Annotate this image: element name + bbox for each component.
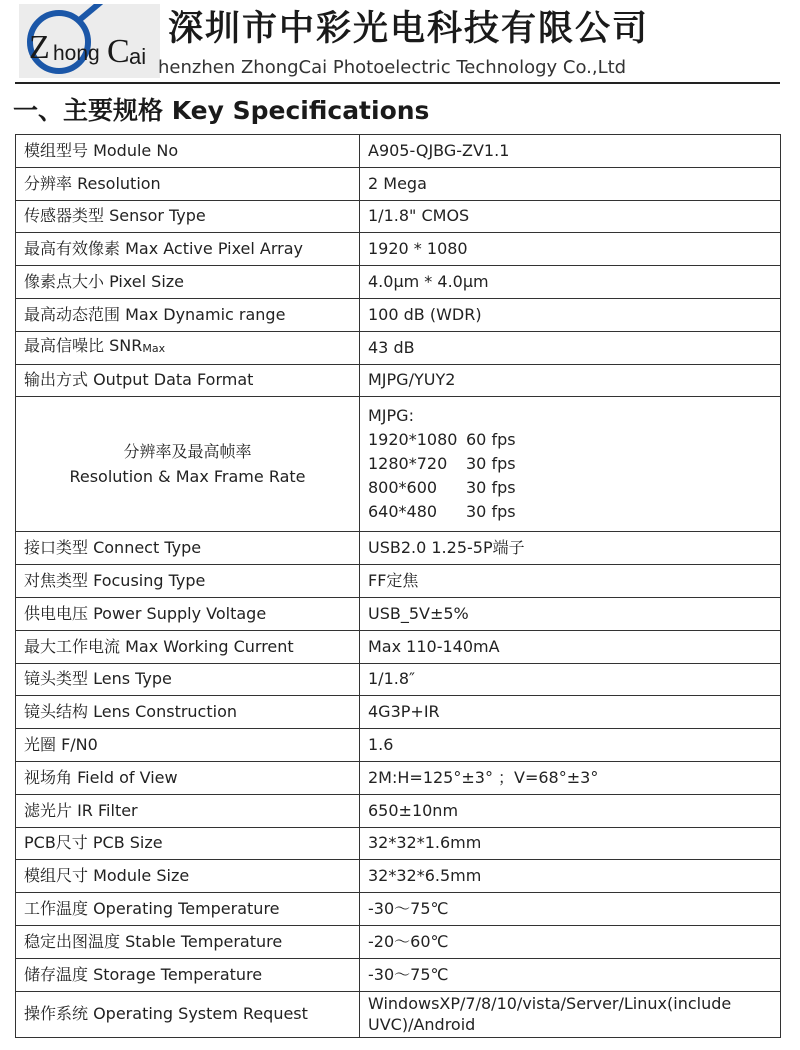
spec-value: -30～75℃ xyxy=(360,958,781,991)
spec-label: 传感器类型 Sensor Type xyxy=(16,200,360,233)
frame-rate-resolution: 1920*1080 xyxy=(368,430,458,450)
frame-rate-format: MJPG: xyxy=(368,406,414,426)
spec-label: 输出方式 Output Data Format xyxy=(16,364,360,397)
spec-value: 2M:H=125°±3° ；V=68°±3° xyxy=(360,761,781,794)
svg-text:ai: ai xyxy=(129,44,147,69)
frame-rate-label-en: Resolution & Max Frame Rate xyxy=(69,467,306,487)
company-name-en: henzhen ZhongCai Photoelectric Technology Co.,Ltd xyxy=(158,57,627,78)
spec-value: 32*32*1.6mm xyxy=(360,827,781,860)
frame-rate-resolution: 640*480 xyxy=(368,502,438,522)
spec-value: 1/1.8" CMOS xyxy=(360,200,781,233)
spec-value: MJPG/YUY2 xyxy=(360,364,781,397)
spec-label: 供电电压 Power Supply Voltage xyxy=(16,597,360,630)
spec-label: 滤光片 IR Filter xyxy=(16,794,360,827)
spec-value: 4G3P+IR xyxy=(360,696,781,729)
frame-rate-list xyxy=(360,397,781,532)
frame-rate-item xyxy=(368,476,772,500)
header-divider xyxy=(15,82,780,84)
table-row xyxy=(16,331,781,364)
spec-label: 分辨率 Resolution xyxy=(16,167,360,200)
table-row xyxy=(16,565,781,598)
spec-value: Max 110-140mA xyxy=(360,630,781,663)
table-row xyxy=(16,827,781,860)
spec-label: 最高有效像素 Max Active Pixel Array xyxy=(16,233,360,266)
spec-label: 视场角 Field of View xyxy=(16,761,360,794)
spec-value: FF定焦 xyxy=(360,565,781,598)
company-logo xyxy=(19,4,160,78)
spec-label: 镜头类型 Lens Type xyxy=(16,663,360,696)
spec-label: 稳定出图温度 Stable Temperature xyxy=(16,925,360,958)
spec-value: A905-QJBG-ZV1.1 xyxy=(360,135,781,168)
table-row xyxy=(16,729,781,762)
table-row xyxy=(16,925,781,958)
spec-label-subscript: Max xyxy=(142,342,166,356)
spec-label: 镜头结构 Lens Construction xyxy=(16,696,360,729)
spec-label: 操作系统 Operating System Request xyxy=(16,991,360,1037)
spec-label: 最大工作电流 Max Working Current xyxy=(16,630,360,663)
svg-text:hong: hong xyxy=(53,42,100,65)
svg-text:Z: Z xyxy=(29,29,50,66)
frame-rate-fps: 30 fps xyxy=(466,454,516,474)
table-row xyxy=(16,167,781,200)
spec-label: 模组尺寸 Module Size xyxy=(16,860,360,893)
spec-value: 32*32*6.5mm xyxy=(360,860,781,893)
spec-value: 4.0μm * 4.0μm xyxy=(360,266,781,299)
table-row xyxy=(16,958,781,991)
table-row xyxy=(16,761,781,794)
table-row xyxy=(16,266,781,299)
frame-rate-label-cn: 分辨率及最高帧率 xyxy=(123,442,252,462)
frame-rate-item xyxy=(368,428,772,452)
frame-rate-item xyxy=(368,500,772,524)
company-name-cn: 深圳市中彩光电科技有限公司 xyxy=(168,9,650,49)
spec-label: 接口类型 Connect Type xyxy=(16,532,360,565)
spec-label: 储存温度 Storage Temperature xyxy=(16,958,360,991)
spec-label: 对焦类型 Focusing Type xyxy=(16,565,360,598)
spec-value: 1/1.8″ xyxy=(360,663,781,696)
spec-value: 43 dB xyxy=(360,331,781,364)
frame-rate-resolution: 1280*720 xyxy=(368,454,448,474)
frame-rate-fps: 60 fps xyxy=(466,430,516,450)
section-title: 一、主要规格 Key Specifications xyxy=(13,96,430,125)
table-row xyxy=(16,794,781,827)
table-row xyxy=(16,135,781,168)
frame-rate-item xyxy=(368,452,772,476)
spec-value: 1.6 xyxy=(360,729,781,762)
table-row xyxy=(16,298,781,331)
spec-label: 最高动态范围 Max Dynamic range xyxy=(16,298,360,331)
spec-value: -30～75℃ xyxy=(360,893,781,926)
spec-value: WindowsXP/7/8/10/vista/Server/Linux(include UVC)/Android xyxy=(360,991,781,1037)
spec-label: 像素点大小 Pixel Size xyxy=(16,266,360,299)
table-row xyxy=(16,860,781,893)
table-row xyxy=(16,630,781,663)
table-row xyxy=(16,597,781,630)
spec-label-text: 最高信噪比 SNR xyxy=(24,336,143,356)
spec-value: 650±10nm xyxy=(360,794,781,827)
table-row xyxy=(16,200,781,233)
spec-value: -20～60℃ xyxy=(360,925,781,958)
spec-label: 模组型号 Module No xyxy=(16,135,360,168)
svg-text:C: C xyxy=(107,33,130,70)
table-row-frame-rate xyxy=(16,397,781,532)
table-row xyxy=(16,532,781,565)
spec-label: 工作温度 Operating Temperature xyxy=(16,893,360,926)
table-row xyxy=(16,233,781,266)
spec-value: 100 dB (WDR) xyxy=(360,298,781,331)
spec-value: USB2.0 1.25-5P端子 xyxy=(360,532,781,565)
spec-value: 1920 * 1080 xyxy=(360,233,781,266)
specifications-table xyxy=(15,134,781,1038)
logo-graphic xyxy=(19,4,160,78)
frame-rate-fps: 30 fps xyxy=(466,502,516,522)
table-row xyxy=(16,991,781,1037)
table-row xyxy=(16,364,781,397)
table-row xyxy=(16,696,781,729)
frame-rate-label xyxy=(16,397,360,532)
spec-label: 光圈 F/N0 xyxy=(16,729,360,762)
table-row xyxy=(16,663,781,696)
frame-rate-fps: 30 fps xyxy=(466,478,516,498)
spec-label xyxy=(16,331,360,364)
table-row xyxy=(16,893,781,926)
spec-value: 2 Mega xyxy=(360,167,781,200)
spec-value: USB_5V±5% xyxy=(360,597,781,630)
spec-label: PCB尺寸 PCB Size xyxy=(16,827,360,860)
frame-rate-resolution: 800*600 xyxy=(368,478,438,498)
